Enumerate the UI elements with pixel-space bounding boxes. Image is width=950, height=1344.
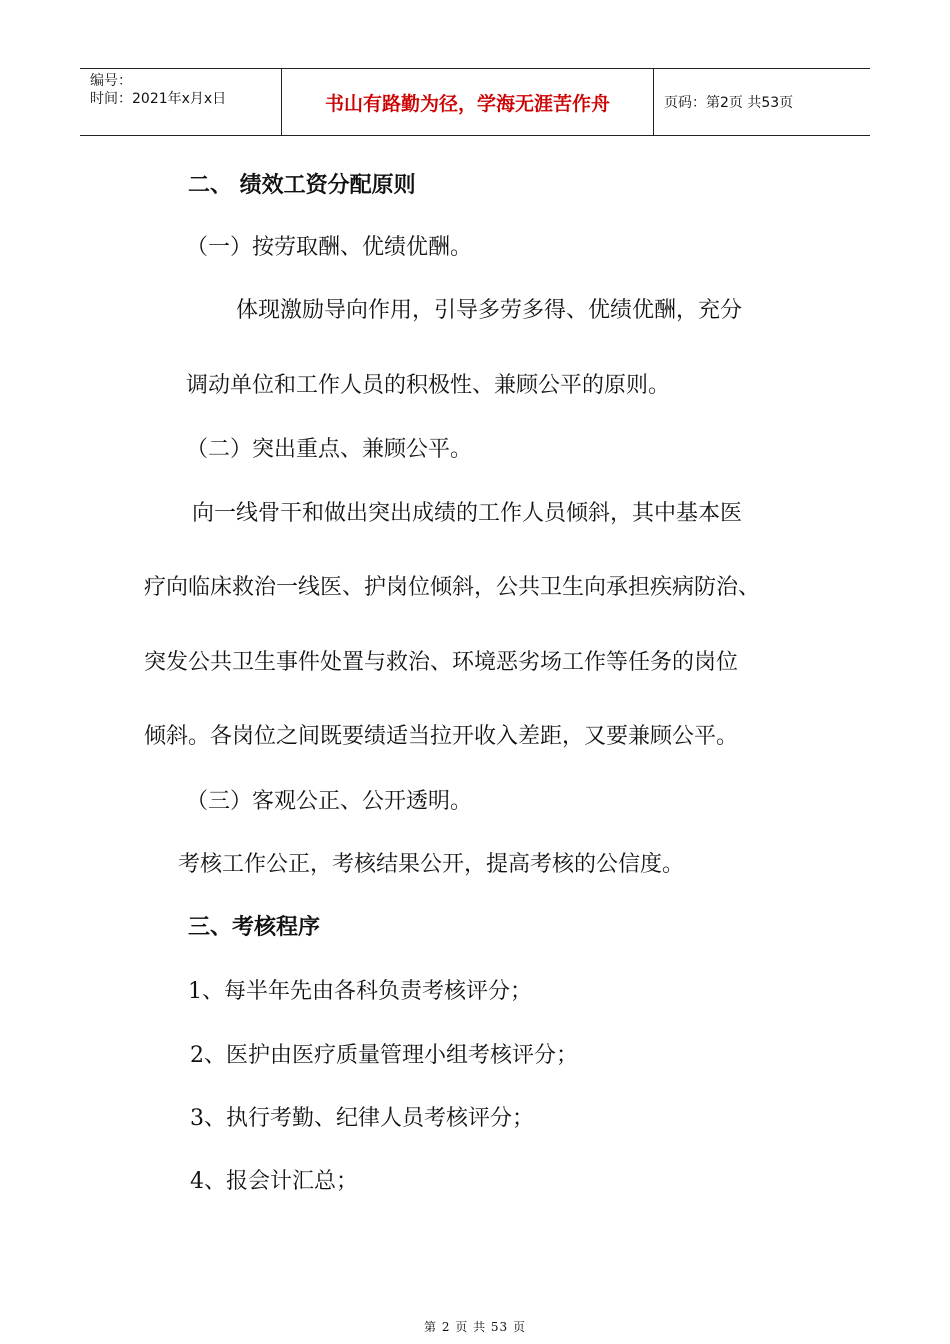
p2-line2: 疗向临床救治一线医、护岗位倾斜，公共卫生向承担疾病防治、 (144, 575, 761, 600)
step-3: 3、执行考勤、纪律人员考核评分； (190, 1106, 534, 1131)
p3-heading: （三）客观公正、公开透明。 (186, 789, 473, 814)
p2-line1: 向一线骨干和做出突出成绩的工作人员倾斜，其中基本医 (192, 501, 743, 526)
p1-heading: （一）按劳取酬、优绩优酬。 (186, 235, 473, 260)
header-meta-cell (80, 69, 282, 135)
header-number-label: 编号： (90, 73, 132, 89)
step-1: 1、每半年先由各科负责考核评分； (188, 979, 532, 1004)
p2-line3: 突发公共卫生事件处置与救治、环境恶劣场工作等任务的岗位 (144, 650, 739, 675)
header-time-label: 时间：2021年x月x日 (90, 91, 227, 107)
p1-line1: 体现激励导向作用，引导多劳多得、优绩优酬，充分 (236, 298, 743, 323)
page-header (80, 68, 870, 136)
p1-line2: 调动单位和工作人员的积极性、兼顾公平的原则。 (186, 373, 671, 398)
page-footer: 第 2 页 共 53 页 (424, 1320, 526, 1334)
p3-line1: 考核工作公正，考核结果公开，提高考核的公信度。 (178, 852, 685, 877)
header-motto: 书山有路勤为径，学海无涯苦作舟 (282, 69, 654, 135)
header-page-label: 页码：第2页 共53页 (664, 95, 794, 111)
p2-heading: （二）突出重点、兼顾公平。 (186, 437, 473, 462)
section3-title: 三、考核程序 (188, 915, 321, 940)
step-4: 4、报会计汇总； (190, 1169, 358, 1194)
section2-title: 二、 绩效工资分配原则 (188, 173, 416, 198)
step-2: 2、医护由医疗质量管理小组考核评分； (190, 1043, 578, 1068)
p2-line4: 倾斜。各岗位之间既要绩适当拉开收入差距，又要兼顾公平。 (144, 724, 739, 749)
